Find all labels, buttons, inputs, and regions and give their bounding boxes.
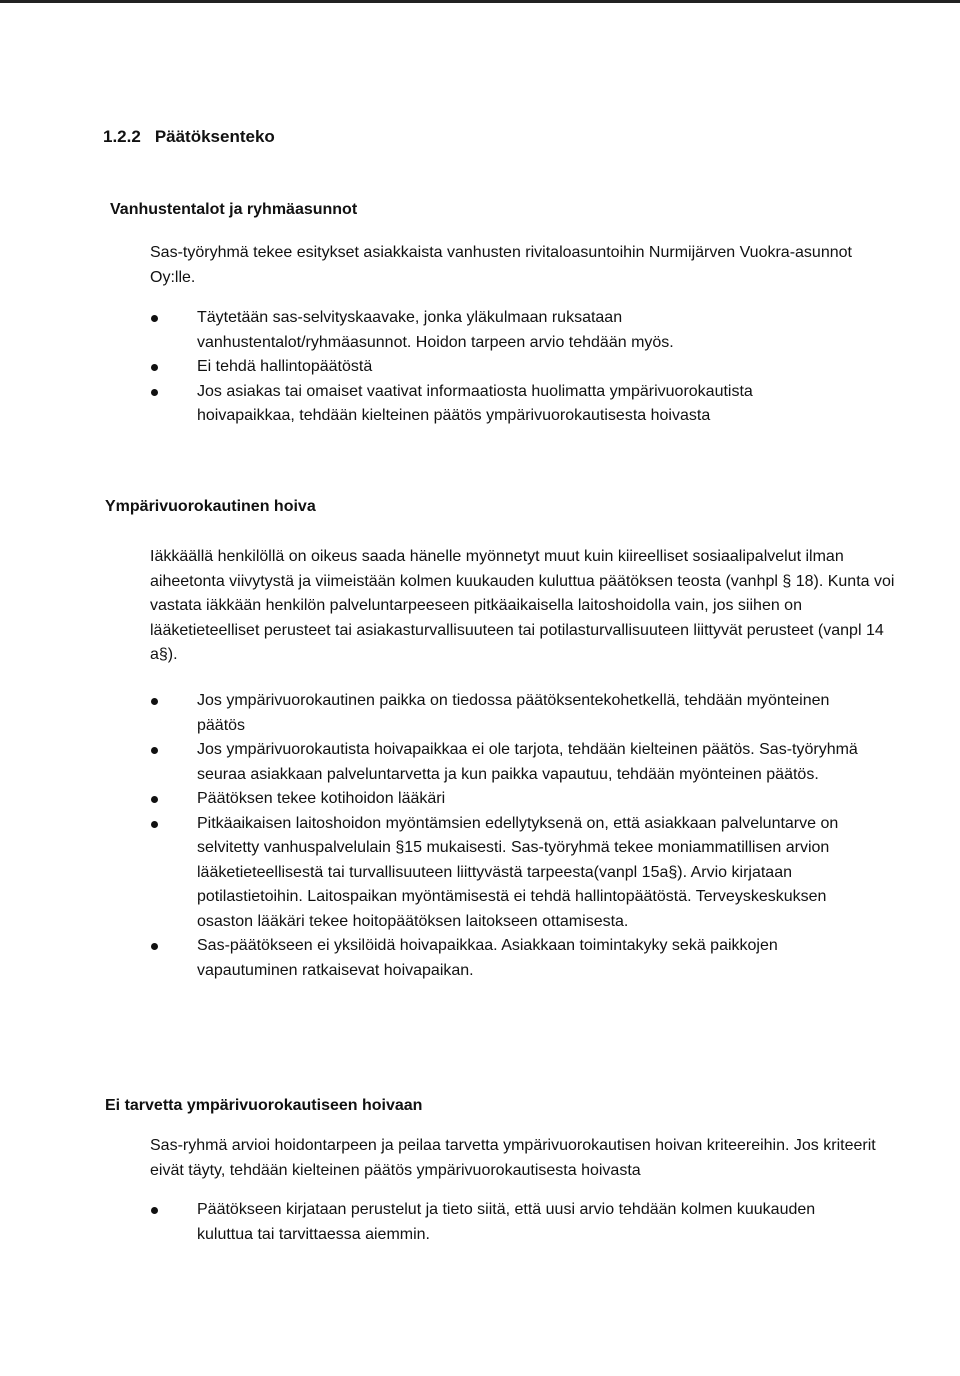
top-border-line	[0, 0, 960, 3]
section-paragraph-vanhustentalot: Sas-työryhmä tekee esitykset asiakkaista vanhusten rivitaloasuntoihin Nurmijärven Vuokra-asunnot Oy:lle.	[150, 244, 852, 286]
list-item: Jos ympärivuorokautinen paikka on tiedossa päätöksentekohetkellä, tehdään myönteinen päätös	[151, 689, 861, 738]
list-item: Päätökseen kirjataan perustelut ja tieto siitä, että uusi arvio tehdään kolmen kuukauden kuluttua tai tarvittaessa aiemmin.	[151, 1198, 841, 1247]
list-item: Sas-päätökseen ei yksilöidä hoivapaikkaa. Asiakkaan toimintakyky sekä paikkojen vapautuminen ratkaisevat hoivapaikan.	[151, 934, 861, 983]
list-item: Päätöksen tekee kotihoidon lääkäri	[151, 787, 861, 812]
list-item: Pitkäaikaisen laitoshoidon myöntämsien edellytyksenä on, että asiakkaan palveluntarve on selvitetty vanhuspalvelulain §15 mukaisesti. Sas-työryhmä tekee moniammatillisen arvion lääketieteellisestä tai turvallisuuteen liittyvästä tarpeesta(vanpl 15a§). Arvio kirjataan potilastietoihin. Laitospaikan myöntämisestä ei tehdä hallintopäätöstä. Terveyskeskuksen osaston lääkäri tekee hoitopäätöksen laitokseen ottamisesta.	[151, 812, 861, 935]
heading-number: 1.2.2	[103, 127, 141, 146]
list-item: Jos ympärivuorokautista hoivapaikkaa ei ole tarjota, tehdään kielteinen päätös. Sas-työryhmä seuraa asiakkaan palveluntarvetta ja kun paikka vapautuu, tehdään myönteinen päätös.	[151, 738, 861, 787]
section-paragraph-ymparivuorokautinen: Iäkkäällä henkilöllä on oikeus saada hänelle myönnetyt muut kuin kiireelliset sosiaalipalvelut ilman aiheetonta viivytystä ja viimeistään kolmen kuukauden kuluttua päätöksen teosta (vanhpl § 18). Kunta voi vastata iäkkään henkilön palveluntarpeeseen pitkäaikaisella laitoshoidolla vain, jos siihen on lääketieteelliset perusteet tai asiakasturvallisuuteen tai potilasturvallisuuteen liittyvät perusteet (vanpl 14 a§).	[150, 548, 895, 663]
list-item: Täytetään sas-selvityskaavake, jonka yläkulmaan ruksataan vanhustentalot/ryhmäasunnot. Hoidon tarpeen arvio tehdään myös.	[151, 306, 841, 355]
list-item: Ei tehdä hallintopäätöstä	[151, 355, 841, 380]
list-item: Jos asiakas tai omaiset vaativat informaatiosta huolimatta ympärivuorokautista hoivapaikkaa, tehdään kielteinen päätös ympärivuorokautisesta hoivasta	[151, 380, 841, 429]
section-title-ymparivuorokautinen: Ympärivuorokautinen hoiva	[105, 498, 316, 515]
heading-title: Päätöksenteko	[154, 127, 275, 146]
bullet-list-vanhustentalot	[151, 306, 841, 429]
section-title-vanhustentalot: Vanhustentalot ja ryhmäasunnot	[110, 201, 358, 218]
section-title-ei-tarvetta: Ei tarvetta ympärivuorokautiseen hoivaan	[105, 1097, 423, 1114]
section-paragraph-ei-tarvetta: Sas-ryhmä arvioi hoidontarpeen ja peilaa tarvetta ympärivuorokautisen hoivan kriteereihin. Jos kriteerit eivät täyty, tehdään kielteinen päätös ympärivuorokautisesta hoivasta	[150, 1137, 876, 1179]
bullet-list-ei-tarvetta	[151, 1198, 841, 1247]
bullet-list-ymparivuorokautinen	[151, 689, 861, 983]
page-heading	[103, 126, 275, 148]
